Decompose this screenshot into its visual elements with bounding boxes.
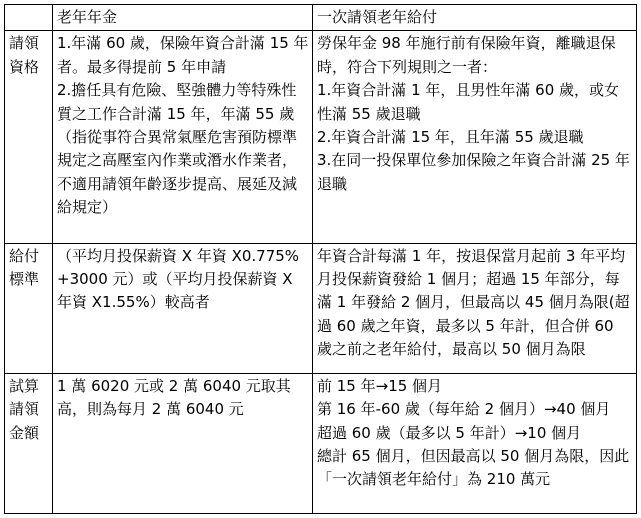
row-label-estimated-amount: [5, 373, 53, 513]
table-row-eligibility: [5, 31, 637, 243]
table-row-benefit-standard: [5, 243, 637, 373]
cell-paragraph: 3.在同一投保單位參加保險之年資合計滿 25 年退職: [317, 151, 630, 193]
row-label-line: 試算: [9, 376, 40, 395]
pension-comparison-table: [4, 4, 637, 514]
cell-paragraph: 第 16 年-60 歲（每年給 2 個月）→40 個月: [317, 400, 611, 419]
row-label-line: 給付: [9, 246, 40, 265]
header-lump-sum-benefit: 一次請領老年給付: [313, 5, 637, 31]
row-label-line: 標準: [9, 270, 40, 289]
row-label-line: 資格: [9, 57, 40, 76]
cell-paragraph: 1.年資合計滿 1 年，且男性年滿 60 歲，或女性滿 55 歲退職: [317, 81, 620, 123]
cell-estimated-amount-pension: [53, 373, 313, 513]
row-label-eligibility: [5, 31, 53, 243]
row-label-line: 請領: [9, 400, 40, 419]
cell-paragraph: 2.年資合計滿 15 年，且年滿 55 歲退職: [317, 128, 584, 147]
cell-paragraph: 前 15 年→15 個月: [317, 376, 443, 395]
cell-paragraph: 1 萬 6020 元或 2 萬 6040 元取其高，則為每月 2 萬 6040 元: [57, 376, 291, 419]
cell-eligibility-pension: [53, 31, 313, 243]
cell-paragraph: 1.年滿 60 歲，保險年資合計滿 15 年者。最多得提前 5 年申請: [57, 34, 309, 76]
cell-paragraph: 年資合計每滿 1 年，按退保當月起前 3 年平均月投保薪資發給 1 個月；超過 15 年部分，每滿 1 年發給 2 個月，但最高以 45 個月為限(超過 60 歲之年資，最多以 5 年計，但合併 60 歲之前之老年給付，最高以 50 個月為限: [317, 246, 630, 359]
cell-paragraph: 2.擔任具有危險、堅強體力等特殊性質之工作合計滿 15 年，年滿 55 歲（指從事符合異常氣壓危害預防標準規定之高壓室內作業或潛水作業者，不適用請領年齡逐步提高、展延及減給規定）: [57, 81, 298, 217]
cell-paragraph: 勞保年金 98 年施行前有保險年資，離職退保時，符合下列規則之一者：: [317, 34, 616, 76]
cell-benefit-standard-pension: [53, 243, 313, 373]
row-label-benefit-standard: [5, 243, 53, 373]
cell-paragraph: 超過 60 歲（最多以 5 年計）→10 個月: [317, 423, 582, 442]
cell-estimated-amount-lump-sum: [313, 373, 637, 513]
cell-paragraph: （平均月投保薪資 X 年資 X0.775%+3000 元）或（平均月投保薪資 X 年資 X1.55%）較高者: [57, 246, 300, 312]
cell-benefit-standard-lump-sum: [313, 243, 637, 373]
row-label-line: 請領: [9, 34, 40, 53]
table-row-estimated-amount: [5, 373, 637, 513]
row-label-line: 金額: [9, 423, 40, 442]
corner-cell: [5, 5, 53, 31]
cell-paragraph: 總計 65 個月，但因最高以 50 個月為限，因此「一次請領老年給付」為 210 萬元: [317, 447, 630, 489]
header-old-age-pension: 老年年金: [53, 5, 313, 31]
cell-eligibility-lump-sum: [313, 31, 637, 243]
header-row: [5, 5, 637, 31]
